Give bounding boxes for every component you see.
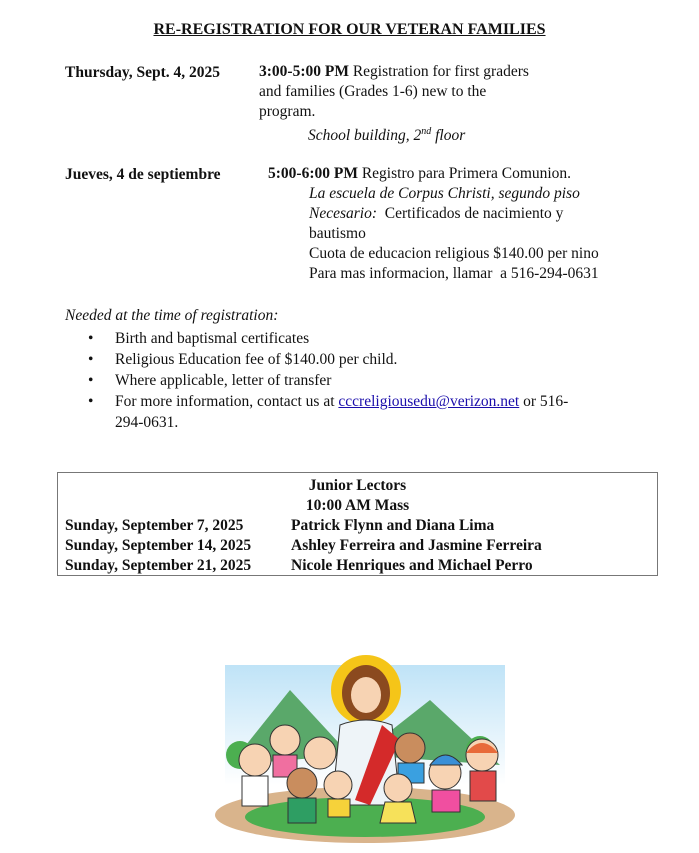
spanish-session-date: Jueves, 4 de septiembre: [65, 166, 221, 183]
location-text-end: floor: [431, 127, 466, 145]
lector-row: [65, 517, 494, 535]
necesario-label: Necesario:: [309, 205, 378, 222]
list-item-text: Where applicable, letter of transfer: [115, 372, 332, 389]
spanish-session-location: La escuela de Corpus Christi, segundo piso: [309, 185, 580, 202]
contact-text: For more information, contact us at: [115, 393, 339, 410]
necesario-text2: bautismo: [309, 225, 366, 242]
location-text: School building, 2: [308, 127, 422, 145]
lector-date: Sunday, September 14, 2025: [65, 537, 252, 554]
jesus-face: [351, 677, 381, 713]
needed-heading: Needed at the time of registration:: [65, 307, 279, 324]
english-session-details: [259, 62, 529, 146]
list-item: [85, 328, 568, 349]
bullet-icon: •: [88, 330, 94, 347]
junior-lectors-box: [57, 472, 658, 576]
page-title: RE-REGISTRATION FOR OUR VETERAN FAMILIES: [153, 21, 546, 38]
bullet-icon: •: [88, 351, 94, 368]
lector-row: [65, 557, 533, 575]
necesario-text: Certificados de nacimiento y: [384, 205, 564, 222]
bullet-icon: •: [88, 372, 94, 389]
needed-list: [85, 328, 568, 433]
email-link[interactable]: cccreligiousedu@verizon.net: [338, 393, 520, 410]
lector-date: Sunday, September 21, 2025: [65, 557, 252, 574]
english-session-line3: program.: [259, 103, 316, 120]
english-session-date: Thursday, Sept. 4, 2025: [65, 64, 221, 81]
lector-date: Sunday, September 7, 2025: [65, 517, 244, 534]
contact-phone-end: 294-0631.: [115, 414, 179, 431]
lectors-heading: Junior Lectors: [308, 477, 407, 494]
list-item-text: Religious Education fee of $140.00 per child.: [115, 351, 398, 368]
list-item-text: Birth and baptismal certificates: [115, 330, 310, 347]
spanish-session-time: 5:00-6:00 PM: [268, 165, 358, 182]
lector-names: Patrick Flynn and Diana Lima: [291, 517, 495, 534]
spanish-fee: Cuota de educacion religious $140.00 per nino: [309, 245, 599, 262]
spanish-info: Para mas informacion, llamar a 516-294-0631: [309, 265, 599, 282]
list-item: [85, 370, 568, 391]
bullet-icon: •: [88, 393, 94, 410]
lectors-mass: 10:00 AM Mass: [305, 497, 410, 514]
list-item: [85, 349, 568, 370]
lector-names: Ashley Ferreira and Jasmine Ferreira: [291, 537, 542, 554]
spanish-session-line1: Registro para Primera Comunion.: [361, 165, 572, 182]
lector-names: Nicole Henriques and Michael Perro: [291, 557, 533, 574]
list-item: [85, 391, 568, 433]
spanish-session-details: [268, 164, 599, 284]
english-session-time: 3:00-5:00 PM: [259, 63, 349, 80]
english-session-line2: and families (Grades 1-6) new to the: [259, 83, 487, 100]
contact-phone-start: or 516-: [519, 393, 569, 410]
location-sup: nd: [421, 126, 432, 137]
lector-row: [65, 537, 542, 555]
english-session-line1: Registration for first graders: [352, 63, 529, 80]
jesus-with-children-illustration: [210, 645, 520, 845]
english-session-location: [259, 122, 529, 146]
